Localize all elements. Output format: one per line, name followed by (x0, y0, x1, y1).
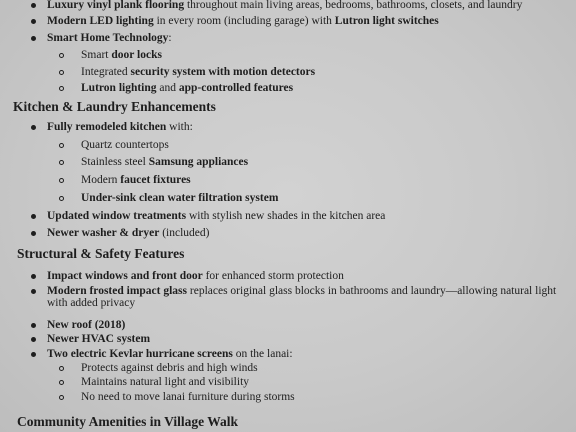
sub-list-item (81, 390, 295, 404)
bold-text: Updated window treatments (47, 210, 187, 222)
bold-text: Two electric Kevlar hurricane screens (47, 348, 233, 360)
list-item (47, 209, 385, 223)
list-item (47, 318, 125, 332)
bullet-icon (31, 352, 36, 357)
text: with: (166, 121, 193, 133)
text: Stainless steel (81, 156, 149, 168)
sub-list-item (81, 138, 169, 152)
sub-bullet-icon (59, 178, 64, 183)
list-item (47, 31, 172, 45)
bold-text: Lutron lighting (81, 82, 157, 94)
bold-text: Under-sink clean water filtration system (81, 192, 279, 204)
bold-text: door locks (111, 49, 162, 61)
bullet-icon (31, 337, 36, 342)
sub-bullet-icon (59, 53, 64, 58)
section-heading-structural: Structural & Safety Features (17, 246, 185, 261)
section-heading-community: Community Amenities in Village Walk (17, 414, 239, 429)
bullet-icon (31, 36, 36, 41)
text: Modern (81, 174, 121, 186)
list-item (47, 269, 344, 283)
bold-text: Modern frosted impact glass (47, 285, 188, 297)
list-item (47, 0, 522, 12)
text: in every room (including garage) with (153, 15, 335, 27)
bold-text: New roof (2018) (47, 319, 126, 331)
text: with stylish new shades in the kitchen area (186, 210, 386, 222)
sub-list-item (81, 173, 191, 187)
sub-bullet-icon (59, 160, 64, 165)
sub-list-item (81, 375, 249, 389)
sub-bullet-icon (59, 196, 64, 201)
bold-text: Samsung appliances (148, 156, 249, 168)
sub-list-item (81, 48, 162, 62)
text: : (168, 32, 172, 44)
bold-text: Newer HVAC system (47, 333, 151, 345)
bold-text: Luxury vinyl plank flooring (47, 0, 185, 11)
list-item (47, 226, 209, 240)
bullet-icon (31, 125, 36, 130)
text: replaces original glass blocks in bathrooms and laundry—allowing natural light (187, 285, 557, 297)
list-item (47, 296, 135, 310)
text: Integrated (81, 66, 131, 78)
sub-bullet-icon (59, 143, 64, 148)
sub-bullet-icon (59, 395, 64, 400)
list-item (47, 347, 293, 361)
sub-list-item (81, 155, 248, 169)
list-item (47, 14, 439, 28)
bold-text: app-controlled features (178, 82, 294, 94)
bullet-icon (31, 231, 36, 236)
bullet-icon (31, 19, 36, 24)
text: throughout main living areas, bedrooms, bathrooms, closets, and laundry (184, 0, 523, 11)
sub-bullet-icon (59, 380, 64, 385)
sub-list-item (81, 191, 278, 205)
text: on the lanai: (232, 348, 293, 360)
text: Protects against debris and high winds (81, 362, 258, 374)
text: Maintains natural light and visibility (81, 376, 250, 388)
bold-text: Impact windows and front door (47, 270, 203, 282)
text: and (156, 82, 179, 94)
sub-list-item (81, 361, 258, 375)
sub-bullet-icon (59, 366, 64, 371)
section-heading-kitchen: Kitchen & Laundry Enhancements (13, 99, 216, 114)
bullet-icon (31, 289, 36, 294)
bold-text: Fully remodeled kitchen (47, 121, 167, 133)
bold-text: faucet fixtures (120, 174, 191, 186)
bold-text: security system with motion detectors (130, 66, 316, 78)
sub-list-item (81, 81, 293, 95)
bullet-icon (31, 274, 36, 279)
text: Quartz countertops (81, 139, 169, 151)
sub-list-item (81, 65, 315, 79)
bullet-icon (31, 214, 36, 219)
text: No need to move lanai furniture during storms (81, 391, 295, 403)
text: (included) (159, 227, 210, 239)
list-item (47, 332, 150, 346)
bold-text: Smart Home Technology (47, 32, 169, 44)
text: with added privacy (47, 297, 136, 309)
bold-text: Newer washer & dryer (47, 227, 160, 239)
bold-text: Modern LED lighting (47, 15, 154, 27)
sub-bullet-icon (59, 70, 64, 75)
bullet-icon (31, 3, 36, 8)
sub-bullet-icon (59, 86, 64, 91)
bullet-icon (31, 323, 36, 328)
list-item (47, 120, 193, 134)
bold-text: Lutron light switches (334, 15, 439, 27)
text: for enhanced storm protection (202, 270, 344, 282)
text: Smart (81, 49, 112, 61)
